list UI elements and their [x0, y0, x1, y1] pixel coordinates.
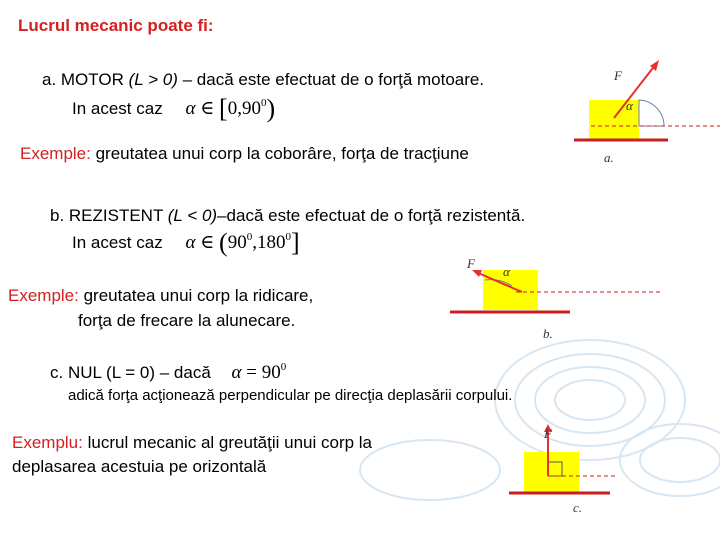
open-paren: (: [219, 228, 228, 257]
degree-sup: 0: [280, 361, 287, 373]
section-b-description: –dacă este efectuat de o forţă rezistentă.: [217, 206, 526, 225]
element-of-symbol: ∈: [200, 98, 215, 119]
section-b-case-text: In acest caz: [72, 233, 163, 252]
examples-label: Exemplu:: [12, 433, 83, 452]
section-c-text: c. NUL (L = 0) – dacă: [50, 363, 211, 382]
degree-sup: 0: [260, 97, 267, 109]
examples-text-2: forţa de frecare la alunecare.: [78, 311, 296, 330]
examples-text-1: lucrul mecanic al greutăţii unui corp la: [82, 433, 373, 452]
figure-b-angle-label: α: [503, 264, 510, 279]
section-a-heading: [42, 70, 484, 90]
examples-text: greutatea unui corp la coborâre, forţa de tracţiune: [90, 144, 469, 163]
figure-a-diagram: [560, 60, 720, 170]
section-a-case-text: In acest caz: [72, 99, 163, 118]
section-a-case: [72, 96, 275, 122]
figure-a-angle-label: α: [626, 98, 633, 113]
figure-c-caption: c.: [573, 500, 583, 515]
section-a-formula: [185, 94, 276, 123]
section-a-condition: (L > 0): [128, 70, 178, 89]
degree-sup: 0: [246, 231, 253, 243]
examples-text-2: deplasarea acestuia pe orizontală: [12, 457, 267, 476]
section-a-examples: [20, 144, 469, 164]
block-c: [524, 452, 579, 492]
close-bracket: ]: [290, 228, 300, 257]
section-b-case: [72, 230, 300, 256]
section-b-heading: [50, 206, 525, 226]
close-bracket: ): [266, 94, 276, 123]
range-text: 0,90: [227, 98, 261, 119]
figure-b-force-label: F: [467, 256, 475, 271]
degree-sup: 0: [285, 231, 291, 243]
open-bracket: [: [219, 94, 228, 123]
figure-c-force-label: F: [544, 426, 552, 441]
range-end: 180: [256, 232, 286, 253]
figure-c-diagram: [505, 420, 625, 500]
alpha-symbol: α: [185, 232, 196, 253]
figure-a-force-label: F: [614, 68, 622, 83]
range-comma: ,: [252, 232, 257, 253]
examples-label: Exemple:: [8, 286, 79, 305]
section-b-examples: [8, 286, 313, 306]
section-b-prefix: b. REZISTENT: [50, 206, 168, 225]
section-c-description: adică forţa acţionează perpendicular pe direcţia deplasării corpului.: [68, 387, 513, 404]
section-a-prefix: a. MOTOR: [42, 70, 129, 89]
equals-value: = 90: [241, 362, 281, 383]
figure-a-caption: a.: [604, 150, 614, 165]
section-b-condition: (L < 0): [167, 206, 218, 225]
block-b: [483, 270, 538, 310]
section-b-formula: [185, 228, 300, 257]
alpha-symbol: α: [231, 362, 242, 383]
alpha-symbol: α: [185, 98, 196, 119]
element-of-symbol: ∈: [200, 232, 215, 253]
section-c-heading: [50, 361, 286, 384]
section-a-description: – dacă este efectuat de o forţă motoare.: [177, 70, 485, 89]
section-c-formula: [232, 362, 287, 383]
range-start: 90: [227, 232, 247, 253]
slide-title: Lucrul mecanic poate fi:: [18, 16, 214, 35]
angle-arc-a: [639, 100, 664, 126]
examples-text-1: greutatea unui corp la ridicare,: [78, 286, 314, 305]
examples-label: Exemple:: [20, 144, 91, 163]
figure-b-caption: b.: [543, 326, 553, 341]
figure-b-diagram: [450, 250, 665, 330]
section-c-example: [12, 433, 372, 453]
